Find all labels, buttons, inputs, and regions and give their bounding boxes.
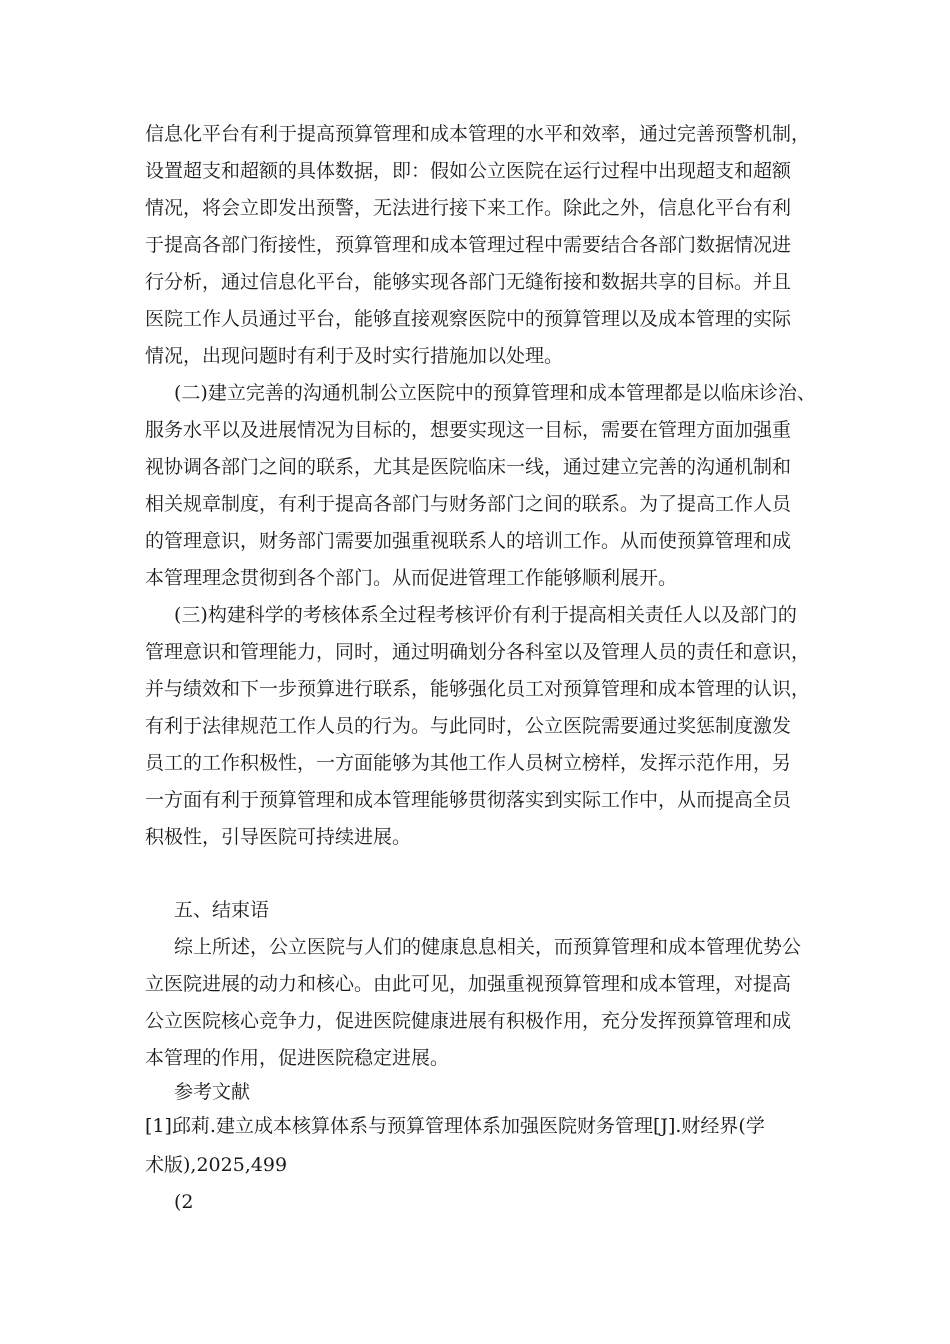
body-text-line: 服务水平以及进展情况为目标的，想要实现这一目标，需要在管理方面加强重 xyxy=(145,419,792,441)
body-text-line: 相关规章制度，有利于提高各部门与财务部门之间的联系。为了提高工作人员 xyxy=(145,493,792,515)
body-text-line: 设置超支和超额的具体数据，即：假如公立医院在运行过程中出现超支和超额 xyxy=(145,160,792,182)
section-heading-communication: (二)建立完善的沟通机制公立医院中的预算管理和成本管理都是以临床诊治、 xyxy=(174,382,816,404)
body-text-line: 并与绩效和下一步预算进行联系，能够强化员工对预算管理和成本管理的认识， xyxy=(145,678,811,700)
body-text-line: 情况，将会立即发出预警，无法进行接下来工作。除此之外，信息化平台有利 xyxy=(145,197,792,219)
body-text-line: 员工的工作积极性，一方面能够为其他工作人员树立榜样，发挥示范作用，另 xyxy=(145,752,792,774)
body-text-line: 公立医院核心竞争力，促进医院健康进展有积极作用，充分发挥预算管理和成 xyxy=(145,1010,792,1032)
body-text-line: 的管理意识，财务部门需要加强重视联系人的培训工作。从而使预算管理和成 xyxy=(145,530,792,552)
body-text-line: 立医院进展的动力和核心。由此可见，加强重视预算管理和成本管理，对提高 xyxy=(145,973,792,995)
body-text-line: 情况，出现问题时有利于及时实行措施加以处理。 xyxy=(145,345,564,367)
body-text-line: 视协调各部门之间的联系，尤其是医院临床一线，通过建立完善的沟通机制和 xyxy=(145,456,792,478)
body-text-line: 积极性，引导医院可持续进展。 xyxy=(145,826,412,848)
body-text-line: 于提高各部门衔接性，预算管理和成本管理过程中需要结合各部门数据情况进 xyxy=(145,234,792,256)
body-text-line: 有利于法律规范工作人员的行为。与此同时，公立医院需要通过奖惩制度激发 xyxy=(145,715,792,737)
body-text-line: 本管理的作用，促进医院稳定进展。 xyxy=(145,1047,450,1069)
body-text-line: 管理意识和管理能力，同时，通过明确划分各科室以及管理人员的责任和意识， xyxy=(145,641,811,663)
section-heading-assessment: (三)构建科学的考核体系全过程考核评价有利于提高相关责任人以及部门的 xyxy=(174,604,797,626)
reference-entry: [1]邱莉.建立成本核算体系与预算管理体系加强医院财务管理[J].财经界(学 xyxy=(145,1115,765,1137)
reference-entry: 术版),2025,499 xyxy=(145,1154,288,1176)
references-heading: 参考文献 xyxy=(174,1081,251,1103)
body-text-line: 医院工作人员通过平台，能够直接观察医院中的预算管理以及成本管理的实际 xyxy=(145,308,792,330)
body-text-line: 综上所述，公立医院与人们的健康息息相关，而预算管理和成本管理优势公 xyxy=(174,936,802,958)
section-heading-conclusion: 五、结束语 xyxy=(174,899,270,921)
body-text-line: 本管理理念贯彻到各个部门。从而促进管理工作能够顺利展开。 xyxy=(145,567,678,589)
reference-entry: (2 xyxy=(174,1191,194,1213)
body-text-line: 行分析，通过信息化平台，能够实现各部门无缝衔接和数据共享的目标。并且 xyxy=(145,271,792,293)
body-text-line: 一方面有利于预算管理和成本管理能够贯彻落实到实际工作中，从而提高全员 xyxy=(145,789,792,811)
body-text-line: 信息化平台有利于提高预算管理和成本管理的水平和效率，通过完善预警机制， xyxy=(145,123,811,145)
